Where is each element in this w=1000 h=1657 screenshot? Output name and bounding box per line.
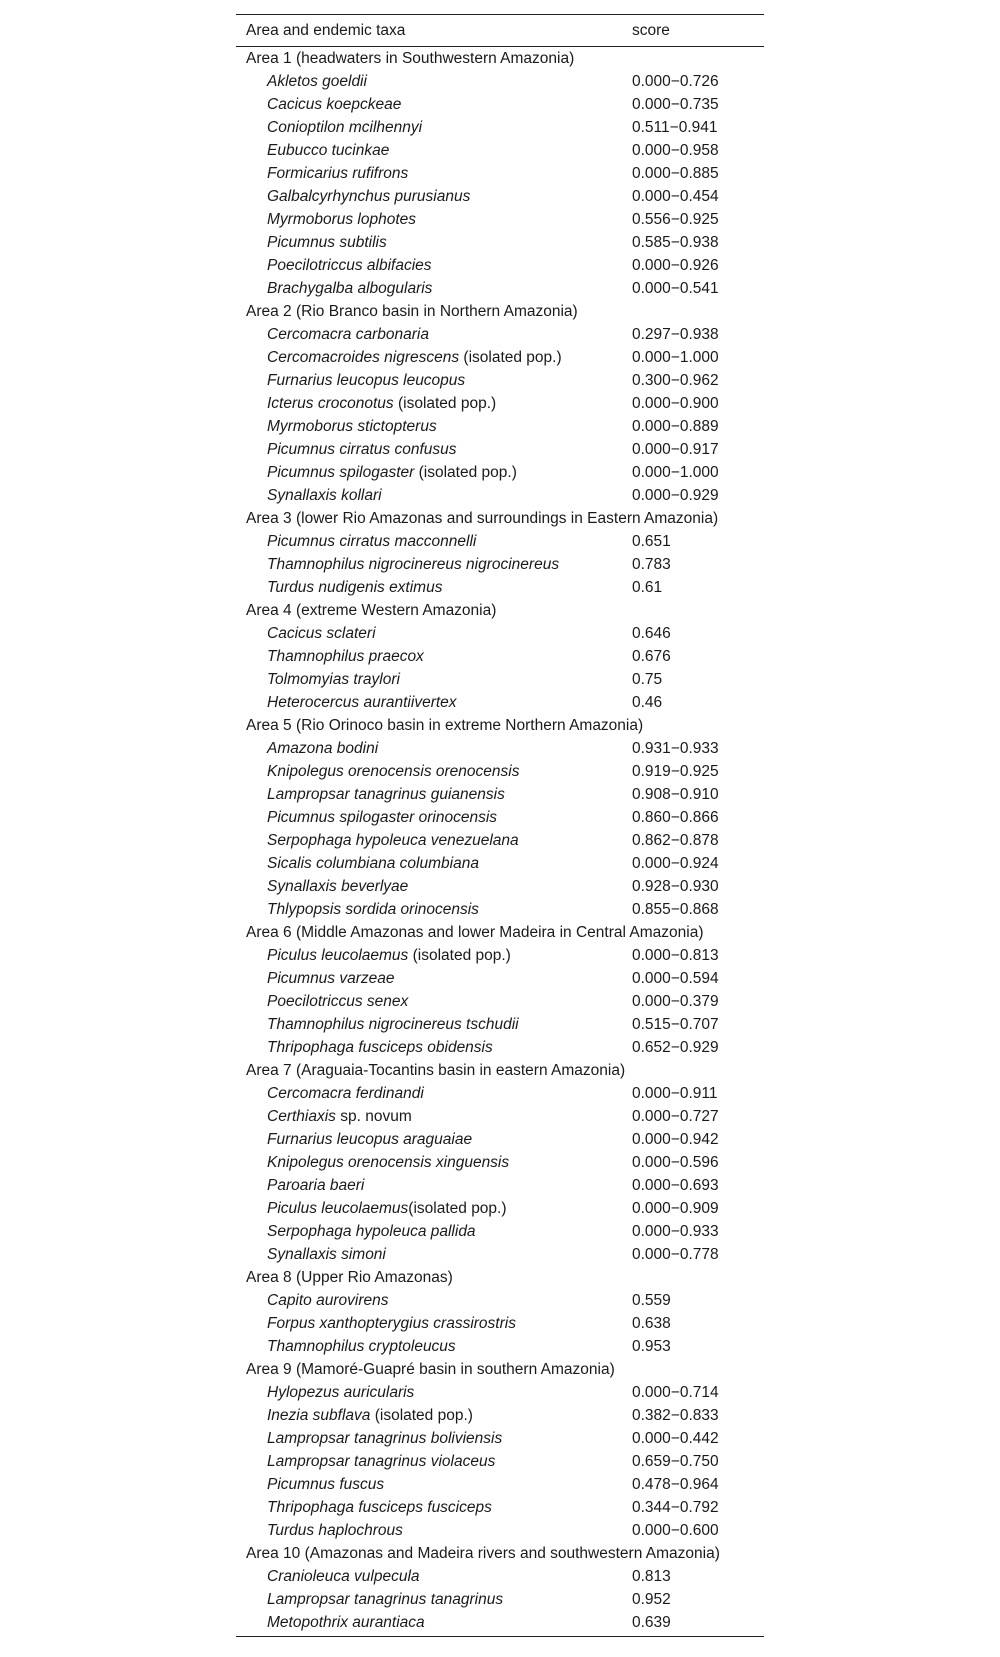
taxon-cell (236, 346, 632, 369)
taxon-score: 0.585−0.938 (632, 234, 719, 251)
taxon-scientific-name: Piculus leucolaemus (267, 1200, 409, 1217)
taxon-row (236, 369, 764, 392)
taxon-score: 0.000−0.379 (632, 993, 719, 1010)
area-heading: Area 4 (extreme Western Amazonia) (246, 602, 497, 619)
taxon-scientific-name: Serpophaga hypoleuca venezuelana (267, 832, 519, 849)
taxon-row (236, 829, 764, 852)
taxon-cell (236, 185, 632, 208)
taxon-cell (236, 369, 632, 392)
taxon-score: 0.000−0.933 (632, 1223, 719, 1240)
taxon-row (236, 1450, 764, 1473)
area-row (236, 1358, 764, 1381)
taxon-score: 0.638 (632, 1315, 671, 1332)
taxon-row (236, 116, 764, 139)
taxon-score: 0.676 (632, 648, 671, 665)
taxon-row (236, 323, 764, 346)
taxon-scientific-name: Poecilotriccus albifacies (267, 257, 432, 274)
taxon-scientific-name: Hylopezus auricularis (267, 1384, 415, 1401)
taxon-scientific-name: Synallaxis simoni (267, 1246, 386, 1263)
area-row (236, 599, 764, 622)
taxon-score: 0.000−0.958 (632, 142, 719, 159)
taxon-cell (236, 231, 632, 254)
area-row (236, 1059, 764, 1082)
taxon-scientific-name: Picumnus varzeae (267, 970, 395, 987)
taxon-row (236, 93, 764, 116)
taxon-row (236, 1220, 764, 1243)
taxon-score: 0.000−0.885 (632, 165, 719, 182)
taxon-scientific-name: Furnarius leucopus leucopus (267, 372, 466, 389)
taxon-row (236, 1335, 764, 1358)
taxon-cell (236, 967, 632, 990)
taxon-cell (236, 691, 632, 714)
taxon-row (236, 898, 764, 921)
taxon-score: 0.000−0.596 (632, 1154, 719, 1171)
taxon-cell (236, 323, 632, 346)
taxon-score: 0.908−0.910 (632, 786, 719, 803)
taxon-scientific-name: Lampropsar tanagrinus violaceus (267, 1453, 496, 1470)
taxon-score: 0.855−0.868 (632, 901, 719, 918)
area-heading: Area 1 (headwaters in Southwestern Amazonia) (246, 50, 575, 67)
taxon-scientific-name: Synallaxis beverlyae (267, 878, 409, 895)
taxon-cell (236, 139, 632, 162)
taxon-row (236, 806, 764, 829)
taxon-scientific-name: Cranioleuca vulpecula (267, 1568, 420, 1585)
taxon-cell (236, 277, 632, 300)
taxon-row (236, 1151, 764, 1174)
taxon-row (236, 530, 764, 553)
taxon-row (236, 967, 764, 990)
taxon-scientific-name: Myrmoborus lophotes (267, 211, 417, 228)
taxon-score: 0.862−0.878 (632, 832, 719, 849)
taxon-scientific-name: Icterus croconotus (267, 395, 394, 412)
taxon-cell (236, 1519, 632, 1542)
taxon-score: 0.000−1.000 (632, 349, 719, 366)
taxon-score: 0.000−0.594 (632, 970, 719, 987)
taxon-note: (isolated pop.) (408, 1200, 507, 1217)
taxon-note: (isolated pop.) (370, 1407, 473, 1424)
taxon-scientific-name: Lampropsar tanagrinus boliviensis (267, 1430, 503, 1447)
taxon-score: 0.000−0.727 (632, 1108, 719, 1125)
taxon-row (236, 1197, 764, 1220)
taxon-score: 0.000−0.442 (632, 1430, 719, 1447)
taxon-cell (236, 1036, 632, 1059)
taxon-row (236, 1082, 764, 1105)
area-row (236, 1266, 764, 1289)
taxon-score: 0.919−0.925 (632, 763, 719, 780)
taxon-row (236, 1013, 764, 1036)
taxon-score: 0.000−0.693 (632, 1177, 719, 1194)
taxon-cell (236, 392, 632, 415)
area-row (236, 921, 764, 944)
taxon-row (236, 1611, 764, 1637)
taxon-score: 0.382−0.833 (632, 1407, 719, 1424)
taxon-scientific-name: Cercomacra ferdinandi (267, 1085, 424, 1102)
taxon-score: 0.46 (632, 694, 663, 711)
taxon-cell (236, 1404, 632, 1427)
taxon-row (236, 783, 764, 806)
taxon-score: 0.000−0.778 (632, 1246, 719, 1263)
taxon-score: 0.515−0.707 (632, 1016, 719, 1033)
taxon-cell (236, 1128, 632, 1151)
taxon-score: 0.75 (632, 671, 663, 688)
header-row (236, 15, 764, 47)
taxon-scientific-name: Cacicus koepckeae (267, 96, 402, 113)
taxon-scientific-name: Certhiaxis (267, 1108, 336, 1125)
area-row (236, 47, 764, 71)
taxon-scientific-name: Tolmomyias traylori (267, 671, 400, 688)
taxon-row (236, 1289, 764, 1312)
taxon-score: 0.511−0.941 (632, 119, 718, 136)
taxon-row (236, 1588, 764, 1611)
taxon-cell (236, 944, 632, 967)
taxon-scientific-name: Conioptilon mcilhennyi (267, 119, 423, 136)
taxon-cell (236, 461, 632, 484)
taxon-row (236, 231, 764, 254)
taxon-score: 0.478−0.964 (632, 1476, 719, 1493)
taxon-score: 0.928−0.930 (632, 878, 719, 895)
taxon-row (236, 185, 764, 208)
taxon-scientific-name: Thripophaga fusciceps fusciceps (267, 1499, 492, 1516)
taxon-score: 0.860−0.866 (632, 809, 719, 826)
taxon-row (236, 139, 764, 162)
taxon-note: (isolated pop.) (414, 464, 517, 481)
taxon-score: 0.559 (632, 1292, 671, 1309)
taxon-scientific-name: Galbalcyrhynchus purusianus (267, 188, 471, 205)
taxon-cell (236, 93, 632, 116)
area-heading: Area 9 (Mamoré-Guapré basin in southern Amazonia) (246, 1361, 615, 1378)
taxon-scientific-name: Picumnus fuscus (267, 1476, 385, 1493)
taxon-score: 0.000−0.924 (632, 855, 719, 872)
taxon-row (236, 1036, 764, 1059)
taxon-row (236, 737, 764, 760)
taxon-scientific-name: Inezia subflava (267, 1407, 371, 1424)
taxon-cell (236, 1174, 632, 1197)
taxon-scientific-name: Piculus leucolaemus (267, 947, 409, 964)
taxon-scientific-name: Sicalis columbiana columbiana (267, 855, 479, 872)
taxon-cell (236, 1450, 632, 1473)
taxon-score: 0.556−0.925 (632, 211, 719, 228)
taxon-scientific-name: Akletos goeldii (267, 73, 367, 90)
taxon-scientific-name: Thamnophilus cryptoleucus (267, 1338, 456, 1355)
taxon-scientific-name: Capito aurovirens (267, 1292, 389, 1309)
taxon-cell (236, 1082, 632, 1105)
taxon-row (236, 392, 764, 415)
taxon-row (236, 1381, 764, 1404)
taxon-score: 0.652−0.929 (632, 1039, 719, 1056)
taxon-cell (236, 1335, 632, 1358)
taxon-score: 0.953 (632, 1338, 671, 1355)
taxon-scientific-name: Amazona bodini (267, 740, 379, 757)
taxon-cell (236, 1013, 632, 1036)
taxon-scientific-name: Myrmoborus stictopterus (267, 418, 437, 435)
taxon-row (236, 944, 764, 967)
area-row (236, 714, 764, 737)
taxon-row (236, 415, 764, 438)
taxon-row (236, 622, 764, 645)
taxon-scientific-name: Thamnophilus nigrocinereus nigrocinereus (267, 556, 560, 573)
taxon-score: 0.000−0.911 (632, 1085, 718, 1102)
taxon-cell (236, 829, 632, 852)
taxon-score: 0.000−0.926 (632, 257, 719, 274)
taxon-score: 0.000−0.929 (632, 487, 719, 504)
taxon-score: 0.639 (632, 1614, 671, 1631)
taxon-score: 0.813 (632, 1568, 671, 1585)
taxon-row (236, 990, 764, 1013)
taxon-row (236, 1174, 764, 1197)
taxon-cell (236, 553, 632, 576)
taxon-cell (236, 622, 632, 645)
endemic-taxa-table-container (236, 14, 764, 1637)
taxon-row (236, 1312, 764, 1335)
taxon-row (236, 1404, 764, 1427)
taxon-row (236, 668, 764, 691)
taxon-scientific-name: Picumnus spilogaster orinocensis (267, 809, 498, 826)
taxon-cell (236, 1105, 632, 1128)
taxon-cell (236, 875, 632, 898)
area-row (236, 300, 764, 323)
area-heading: Area 3 (lower Rio Amazonas and surroundings in Eastern Amazonia) (246, 510, 719, 527)
taxon-cell (236, 1588, 632, 1611)
taxon-score: 0.651 (632, 533, 671, 550)
taxon-row (236, 875, 764, 898)
taxon-row (236, 1427, 764, 1450)
taxon-cell (236, 760, 632, 783)
taxon-scientific-name: Thlypopsis sordida orinocensis (267, 901, 479, 918)
taxon-scientific-name: Picumnus cirratus confusus (267, 441, 457, 458)
taxon-cell (236, 1473, 632, 1496)
taxon-scientific-name: Cacicus sclateri (267, 625, 376, 642)
taxon-score: 0.000−0.917 (632, 441, 719, 458)
taxon-row (236, 162, 764, 185)
taxon-cell (236, 737, 632, 760)
taxon-cell (236, 254, 632, 277)
taxon-row (236, 254, 764, 277)
area-row (236, 507, 764, 530)
taxon-scientific-name: Cercomacroides nigrescens (267, 349, 460, 366)
taxon-cell (236, 530, 632, 553)
taxon-cell (236, 1565, 632, 1588)
endemic-taxa-table (236, 14, 764, 1637)
taxon-scientific-name: Thripophaga fusciceps obidensis (267, 1039, 493, 1056)
table-header (236, 15, 764, 47)
taxon-row (236, 1473, 764, 1496)
taxon-cell (236, 576, 632, 599)
taxon-scientific-name: Thamnophilus praecox (267, 648, 424, 665)
taxon-scientific-name: Turdus haplochrous (267, 1522, 403, 1539)
taxon-note: (isolated pop.) (393, 395, 497, 412)
taxon-scientific-name: Synallaxis kollari (267, 487, 382, 504)
taxon-cell (236, 1381, 632, 1404)
taxon-row (236, 438, 764, 461)
taxon-cell (236, 1197, 632, 1220)
taxon-cell (236, 1312, 632, 1335)
taxon-row (236, 1243, 764, 1266)
taxon-cell (236, 783, 632, 806)
taxon-scientific-name: Heterocercus aurantiivertex (267, 694, 457, 711)
taxon-score: 0.344−0.792 (632, 1499, 719, 1516)
taxon-score: 0.000−0.541 (632, 280, 719, 297)
taxon-cell (236, 116, 632, 139)
taxon-score: 0.61 (632, 579, 663, 596)
taxon-row (236, 691, 764, 714)
taxon-cell (236, 1289, 632, 1312)
taxon-cell (236, 70, 632, 93)
taxon-cell (236, 208, 632, 231)
taxon-score: 0.000−0.813 (632, 947, 719, 964)
header-score: score (632, 22, 670, 39)
taxon-cell (236, 1496, 632, 1519)
taxon-row (236, 1565, 764, 1588)
area-heading: Area 10 (Amazonas and Madeira rivers and southwestern Amazonia) (246, 1545, 720, 1562)
taxon-row (236, 70, 764, 93)
taxon-cell (236, 898, 632, 921)
taxon-score: 0.952 (632, 1591, 671, 1608)
taxon-row (236, 1105, 764, 1128)
taxon-row (236, 1519, 764, 1542)
taxon-row (236, 645, 764, 668)
taxon-score: 0.659−0.750 (632, 1453, 719, 1470)
taxon-score: 0.297−0.938 (632, 326, 719, 343)
taxon-scientific-name: Lampropsar tanagrinus tanagrinus (267, 1591, 504, 1608)
taxon-score: 0.000−0.726 (632, 73, 719, 90)
taxon-score: 0.000−0.900 (632, 395, 719, 412)
taxon-scientific-name: Knipolegus orenocensis xinguensis (267, 1154, 510, 1171)
taxon-scientific-name: Eubucco tucinkae (267, 142, 390, 159)
taxon-scientific-name: Furnarius leucopus araguaiae (267, 1131, 473, 1148)
taxon-score: 0.000−0.600 (632, 1522, 719, 1539)
taxon-scientific-name: Picumnus spilogaster (267, 464, 415, 481)
taxon-cell (236, 645, 632, 668)
taxon-cell (236, 162, 632, 185)
table-body (236, 47, 764, 1637)
taxon-scientific-name: Paroaria baeri (267, 1177, 365, 1194)
taxon-cell (236, 1427, 632, 1450)
taxon-scientific-name: Lampropsar tanagrinus guianensis (267, 786, 505, 803)
taxon-scientific-name: Poecilotriccus senex (267, 993, 409, 1010)
taxon-score: 0.000−0.909 (632, 1200, 719, 1217)
taxon-cell (236, 415, 632, 438)
taxon-row (236, 484, 764, 507)
taxon-row (236, 852, 764, 875)
taxon-score: 0.000−0.889 (632, 418, 719, 435)
taxon-cell (236, 484, 632, 507)
taxon-row (236, 576, 764, 599)
taxon-row (236, 1128, 764, 1151)
taxon-note: sp. novum (335, 1108, 412, 1125)
taxon-score: 0.931−0.933 (632, 740, 719, 757)
taxon-score: 0.000−0.735 (632, 96, 719, 113)
taxon-cell (236, 668, 632, 691)
taxon-cell (236, 1243, 632, 1266)
taxon-score: 0.000−1.000 (632, 464, 719, 481)
taxon-scientific-name: Metopothrix aurantiaca (267, 1614, 425, 1631)
taxon-scientific-name: Picumnus cirratus macconnelli (267, 533, 477, 550)
taxon-note: (isolated pop.) (459, 349, 562, 366)
taxon-row (236, 553, 764, 576)
taxon-scientific-name: Picumnus subtilis (267, 234, 387, 251)
taxon-cell (236, 1611, 632, 1637)
area-heading: Area 6 (Middle Amazonas and lower Madeira in Central Amazonia) (246, 924, 704, 941)
taxon-cell (236, 852, 632, 875)
taxon-scientific-name: Turdus nudigenis extimus (267, 579, 443, 596)
taxon-cell (236, 990, 632, 1013)
taxon-scientific-name: Brachygalba albogularis (267, 280, 433, 297)
area-row (236, 1542, 764, 1565)
taxon-note: (isolated pop.) (408, 947, 511, 964)
taxon-cell (236, 438, 632, 461)
taxon-cell (236, 1220, 632, 1243)
taxon-scientific-name: Formicarius rufifrons (267, 165, 409, 182)
taxon-scientific-name: Cercomacra carbonaria (267, 326, 429, 343)
taxon-row (236, 760, 764, 783)
taxon-row (236, 461, 764, 484)
taxon-row (236, 1496, 764, 1519)
taxon-scientific-name: Forpus xanthopterygius crassirostris (267, 1315, 516, 1332)
taxon-score: 0.300−0.962 (632, 372, 719, 389)
area-heading: Area 5 (Rio Orinoco basin in extreme Northern Amazonia) (246, 717, 644, 734)
taxon-scientific-name: Knipolegus orenocensis orenocensis (267, 763, 520, 780)
taxon-scientific-name: Serpophaga hypoleuca pallida (267, 1223, 476, 1240)
taxon-score: 0.646 (632, 625, 671, 642)
area-heading: Area 2 (Rio Branco basin in Northern Amazonia) (246, 303, 578, 320)
header-area-taxa: Area and endemic taxa (246, 22, 406, 39)
taxon-score: 0.000−0.942 (632, 1131, 719, 1148)
taxon-score: 0.783 (632, 556, 671, 573)
taxon-score: 0.000−0.714 (632, 1384, 719, 1401)
area-heading: Area 7 (Araguaia-Tocantins basin in eastern Amazonia) (246, 1062, 626, 1079)
taxon-scientific-name: Thamnophilus nigrocinereus tschudii (267, 1016, 519, 1033)
taxon-row (236, 208, 764, 231)
taxon-row (236, 346, 764, 369)
taxon-score: 0.000−0.454 (632, 188, 719, 205)
taxon-cell (236, 806, 632, 829)
taxon-cell (236, 1151, 632, 1174)
taxon-row (236, 277, 764, 300)
area-heading: Area 8 (Upper Rio Amazonas) (246, 1269, 453, 1286)
